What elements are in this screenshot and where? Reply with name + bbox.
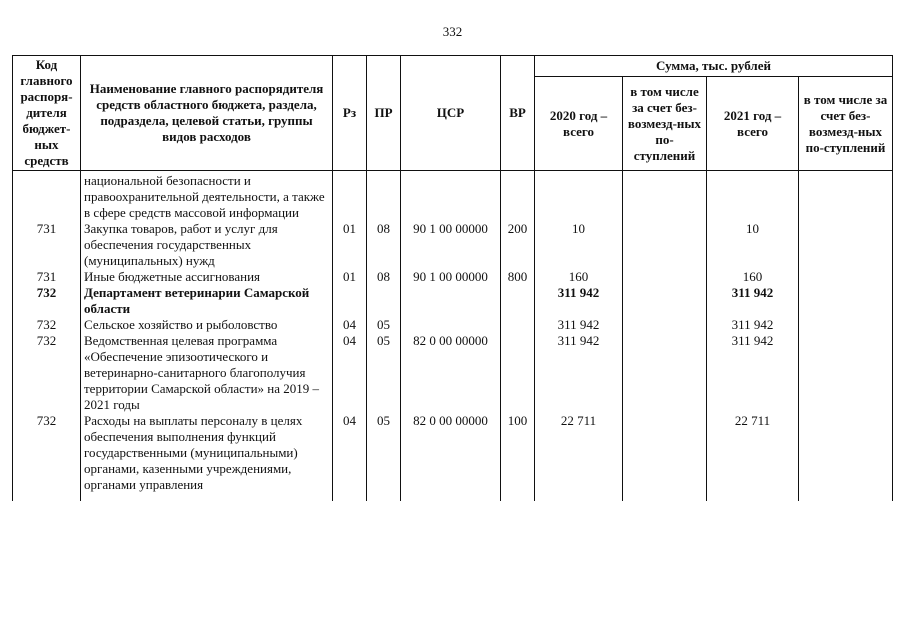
header-code: Код главного распоря-дителя бюджет-ных средств [13, 56, 81, 171]
header-vr: ВР [501, 56, 535, 171]
cell-2020-total: 311 942 [535, 285, 623, 317]
header-2020-total: 2020 год – всего [535, 77, 623, 171]
cell-vr [501, 333, 535, 413]
header-csr: ЦСР [401, 56, 501, 171]
cell-pr: 08 [367, 269, 401, 285]
table-row [13, 333, 893, 413]
header-2021-total: 2021 год – всего [707, 77, 799, 171]
table-row [13, 317, 893, 333]
cell-pr: 05 [367, 413, 401, 501]
cell-2021-total: 311 942 [707, 333, 799, 413]
cell-2021-total: 10 [707, 221, 799, 269]
cell-2020-total: 311 942 [535, 333, 623, 413]
header-2021-free: в том числе за счет без-возмезд-ных по-ступлений [799, 77, 893, 171]
cell-code: 731 [13, 221, 81, 269]
cell-2021-free [799, 221, 893, 269]
cell-2021-total: 311 942 [707, 317, 799, 333]
cell-code: 732 [13, 333, 81, 413]
page-number: 332 [442, 24, 463, 39]
cell-name: национальной безопасности и правоохранительной деятельности, а также в сфере средств массовой информации [81, 171, 333, 222]
budget-table [12, 55, 893, 501]
cell-code: 732 [13, 285, 81, 317]
cell-rz: 04 [333, 317, 367, 333]
cell-code [13, 171, 81, 222]
cell-2021-free [799, 333, 893, 413]
cell-2020-free [623, 269, 707, 285]
cell-csr [401, 285, 501, 317]
cell-2021-total: 22 711 [707, 413, 799, 501]
cell-vr: 200 [501, 221, 535, 269]
cell-code: 732 [13, 413, 81, 501]
cell-pr [367, 285, 401, 317]
cell-2020-free [623, 413, 707, 501]
cell-rz: 01 [333, 221, 367, 269]
cell-rz [333, 171, 367, 222]
cell-2020-free [623, 221, 707, 269]
cell-pr [367, 171, 401, 222]
cell-name: Сельское хозяйство и рыболовство [81, 317, 333, 333]
cell-2020-free [623, 333, 707, 413]
cell-vr: 100 [501, 413, 535, 501]
cell-rz [333, 285, 367, 317]
cell-vr [501, 171, 535, 222]
cell-2021-total: 160 [707, 269, 799, 285]
cell-rz: 04 [333, 413, 367, 501]
cell-2020-total: 160 [535, 269, 623, 285]
cell-rz: 01 [333, 269, 367, 285]
cell-name: Иные бюджетные ассигнования [81, 269, 333, 285]
table-row [13, 171, 893, 222]
cell-pr: 08 [367, 221, 401, 269]
table-row [13, 221, 893, 269]
cell-2021-free [799, 171, 893, 222]
cell-pr: 05 [367, 317, 401, 333]
cell-csr: 90 1 00 00000 [401, 221, 501, 269]
header-pr: ПР [367, 56, 401, 171]
cell-2021-free [799, 317, 893, 333]
cell-name: Расходы на выплаты персоналу в целях обеспечения выполнения функций государственными (муниципальными) органами, казенными учреждениями, органами управления [81, 413, 333, 501]
cell-name: Закупка товаров, работ и услуг для обеспечения государственных (муниципальных) нужд [81, 221, 333, 269]
cell-name: Департамент ветеринарии Самарской области [81, 285, 333, 317]
cell-csr: 82 0 00 00000 [401, 413, 501, 501]
cell-csr [401, 317, 501, 333]
cell-vr: 800 [501, 269, 535, 285]
header-name: Наименование главного распорядителя средств областного бюджета, раздела, подраздела, целевой статьи, группы видов расходов [81, 56, 333, 171]
table-row [13, 285, 893, 317]
table-row [13, 413, 893, 501]
cell-vr [501, 317, 535, 333]
cell-csr: 82 0 00 00000 [401, 333, 501, 413]
cell-2021-free [799, 413, 893, 501]
cell-vr [501, 285, 535, 317]
cell-2021-free [799, 269, 893, 285]
cell-2021-free [799, 285, 893, 317]
cell-name: Ведомственная целевая программа «Обеспечение эпизоотического и ветеринарно-санитарного благополучия территории Самарской области» на 2019 – 2021 годы [81, 333, 333, 413]
cell-pr: 05 [367, 333, 401, 413]
cell-code: 732 [13, 317, 81, 333]
cell-2021-total: 311 942 [707, 285, 799, 317]
cell-2020-total [535, 171, 623, 222]
cell-2020-free [623, 285, 707, 317]
cell-2021-total [707, 171, 799, 222]
cell-code: 731 [13, 269, 81, 285]
cell-2020-free [623, 171, 707, 222]
cell-2020-free [623, 317, 707, 333]
header-rz: Рз [333, 56, 367, 171]
cell-csr [401, 171, 501, 222]
cell-2020-total: 10 [535, 221, 623, 269]
header-sum: Сумма, тыс. рублей [535, 56, 893, 77]
header-2020-free: в том числе за счет без-возмезд-ных по-ступлений [623, 77, 707, 171]
cell-2020-total: 22 711 [535, 413, 623, 501]
table-row [13, 269, 893, 285]
cell-rz: 04 [333, 333, 367, 413]
cell-2020-total: 311 942 [535, 317, 623, 333]
cell-csr: 90 1 00 00000 [401, 269, 501, 285]
